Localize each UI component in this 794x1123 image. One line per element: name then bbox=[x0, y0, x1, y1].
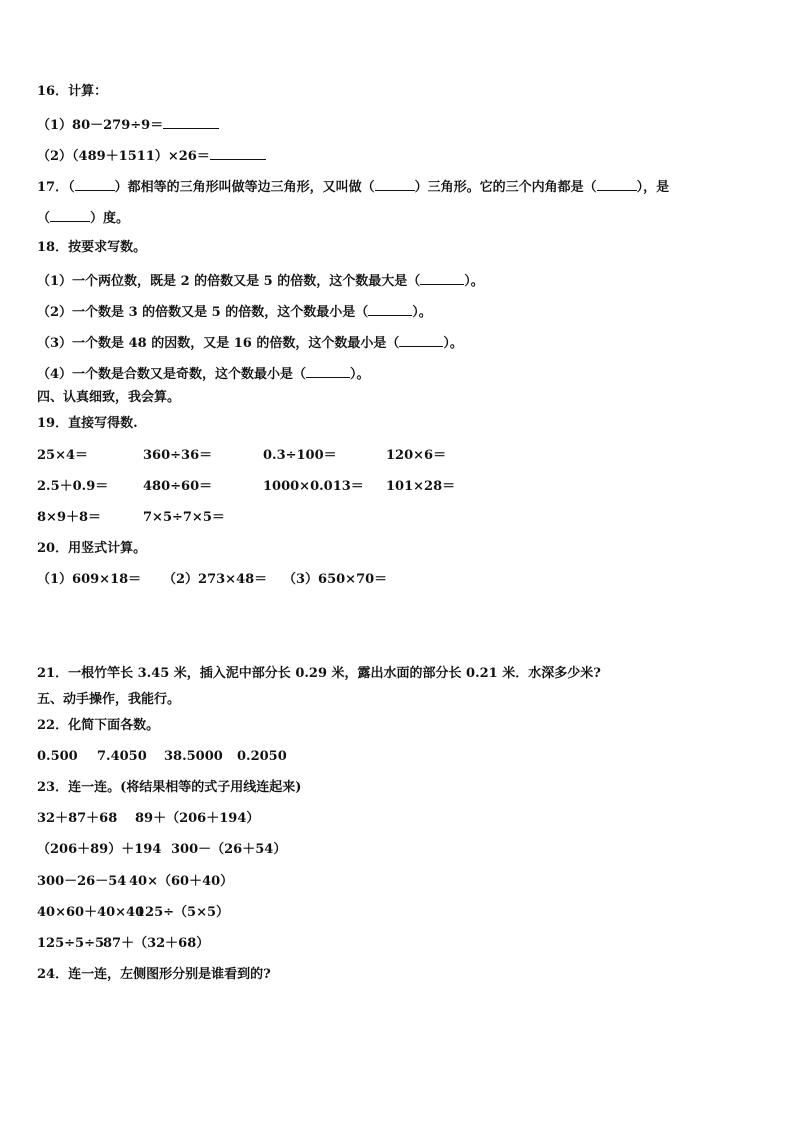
q17-text: （ bbox=[37, 211, 51, 226]
q19-title: 19．直接写得数. bbox=[37, 416, 138, 431]
answer-blank bbox=[210, 147, 266, 160]
q23-right-expr: 300－（26＋54） bbox=[171, 842, 287, 857]
q17-text: ）都相等的三角形叫做等边三角形，又叫做（ bbox=[114, 180, 375, 195]
q23-title: 23．连一连。(将结果相等的式子用线连起来) bbox=[37, 780, 302, 795]
q17-text: 17．（ bbox=[37, 180, 75, 195]
q22-number: 0.2050 bbox=[237, 749, 287, 764]
q20-item: （3）650×70＝ bbox=[283, 572, 388, 587]
q16-item-1 bbox=[37, 116, 219, 134]
q18-text: （1）一个两位数，既是 2 的倍数又是 5 的倍数，这个数最大是（ bbox=[37, 274, 421, 289]
q18-title: 18．按要求写数。 bbox=[37, 240, 147, 255]
q20-item: （2）273×48＝ bbox=[163, 572, 268, 587]
answer-blank bbox=[306, 365, 350, 378]
q17-text: ），是 bbox=[636, 180, 670, 195]
q23-right-expr: 40×（60＋40） bbox=[129, 874, 234, 889]
q18-text: （4）一个数是合数又是奇数，这个数最小是（ bbox=[37, 367, 307, 382]
answer-blank bbox=[75, 178, 115, 191]
q18-item-1 bbox=[37, 272, 484, 290]
q23-left-expr: 300－26－54 bbox=[37, 874, 127, 889]
q16-item-2-text: （2）（489＋1511）×26＝ bbox=[37, 149, 210, 164]
q23-left-expr: 125÷5÷5 bbox=[37, 936, 105, 951]
q18-text: （2）一个数是 3 的倍数又是 5 的倍数，这个数最小是（ bbox=[37, 305, 369, 320]
q17-line-2 bbox=[37, 209, 129, 227]
q22-number: 38.5000 bbox=[164, 749, 223, 764]
q18-text: ）。 bbox=[412, 305, 432, 320]
q19-cell: 25×4＝ bbox=[37, 448, 89, 463]
q23-right-expr: 125÷（5×5） bbox=[136, 905, 230, 920]
q20-title: 20．用竖式计算。 bbox=[37, 541, 147, 556]
answer-blank bbox=[50, 209, 90, 222]
q23-left-expr: 40×60＋40×40 bbox=[37, 905, 145, 920]
q19-cell: 360÷36＝ bbox=[143, 448, 213, 463]
q18-text: （3）一个数是 48 的因数，又是 16 的倍数，这个数最小是（ bbox=[37, 336, 400, 351]
q22-number: 0.500 bbox=[37, 749, 78, 764]
q19-cell: 1000×0.013＝ bbox=[263, 479, 364, 494]
answer-blank bbox=[163, 116, 219, 129]
q19-cell: 480÷60＝ bbox=[143, 479, 213, 494]
q20-item: （1）609×18＝ bbox=[37, 572, 142, 587]
q19-cell: 101×28＝ bbox=[386, 479, 456, 494]
section-4-heading: 四、认真细致，我会算。 bbox=[37, 390, 181, 405]
q18-item-2 bbox=[37, 303, 432, 321]
section-5-heading: 五、动手操作，我能行。 bbox=[37, 692, 181, 707]
q24-text: 24．连一连，左侧图形分别是谁看到的? bbox=[37, 967, 271, 982]
q16-item-2 bbox=[37, 147, 266, 165]
q19-cell: 0.3÷100＝ bbox=[263, 448, 337, 463]
q23-right-expr: 87＋（32＋68） bbox=[103, 936, 210, 951]
q18-text: ）。 bbox=[350, 367, 370, 382]
q19-cell: 8×9＋8＝ bbox=[37, 510, 102, 525]
q17-text: ）度。 bbox=[90, 211, 130, 226]
q18-text: ）。 bbox=[443, 336, 463, 351]
answer-blank bbox=[368, 303, 412, 316]
q23-right-expr: 89＋（206＋194） bbox=[135, 811, 260, 826]
q19-cell: 2.5＋0.9＝ bbox=[37, 479, 109, 494]
q22-number: 7.4050 bbox=[97, 749, 147, 764]
q16-item-1-text: （1）80－279÷9＝ bbox=[37, 118, 164, 133]
q16-title: 16．计算： bbox=[37, 84, 108, 99]
q18-item-4 bbox=[37, 365, 370, 383]
q19-cell: 120×6＝ bbox=[386, 448, 447, 463]
q18-text: ）。 bbox=[464, 274, 484, 289]
q17-text: ）三角形。它的三个内角都是（ bbox=[414, 180, 597, 195]
q23-left-expr: 32＋87＋68 bbox=[37, 811, 118, 826]
answer-blank bbox=[597, 178, 637, 191]
answer-blank bbox=[420, 272, 464, 285]
q22-title: 22．化简下面各数。 bbox=[37, 718, 160, 733]
answer-blank bbox=[399, 334, 443, 347]
answer-blank bbox=[375, 178, 415, 191]
q17-line-1 bbox=[37, 178, 669, 196]
q19-cell: 7×5÷7×5＝ bbox=[143, 510, 225, 525]
q18-item-3 bbox=[37, 334, 463, 352]
q23-left-expr: （206＋89）＋194 bbox=[37, 842, 162, 857]
q21-text: 21．一根竹竿长 3.45 米，插入泥中部分长 0.29 米，露出水面的部分长 0.21 米．水深多少米? bbox=[37, 666, 601, 681]
